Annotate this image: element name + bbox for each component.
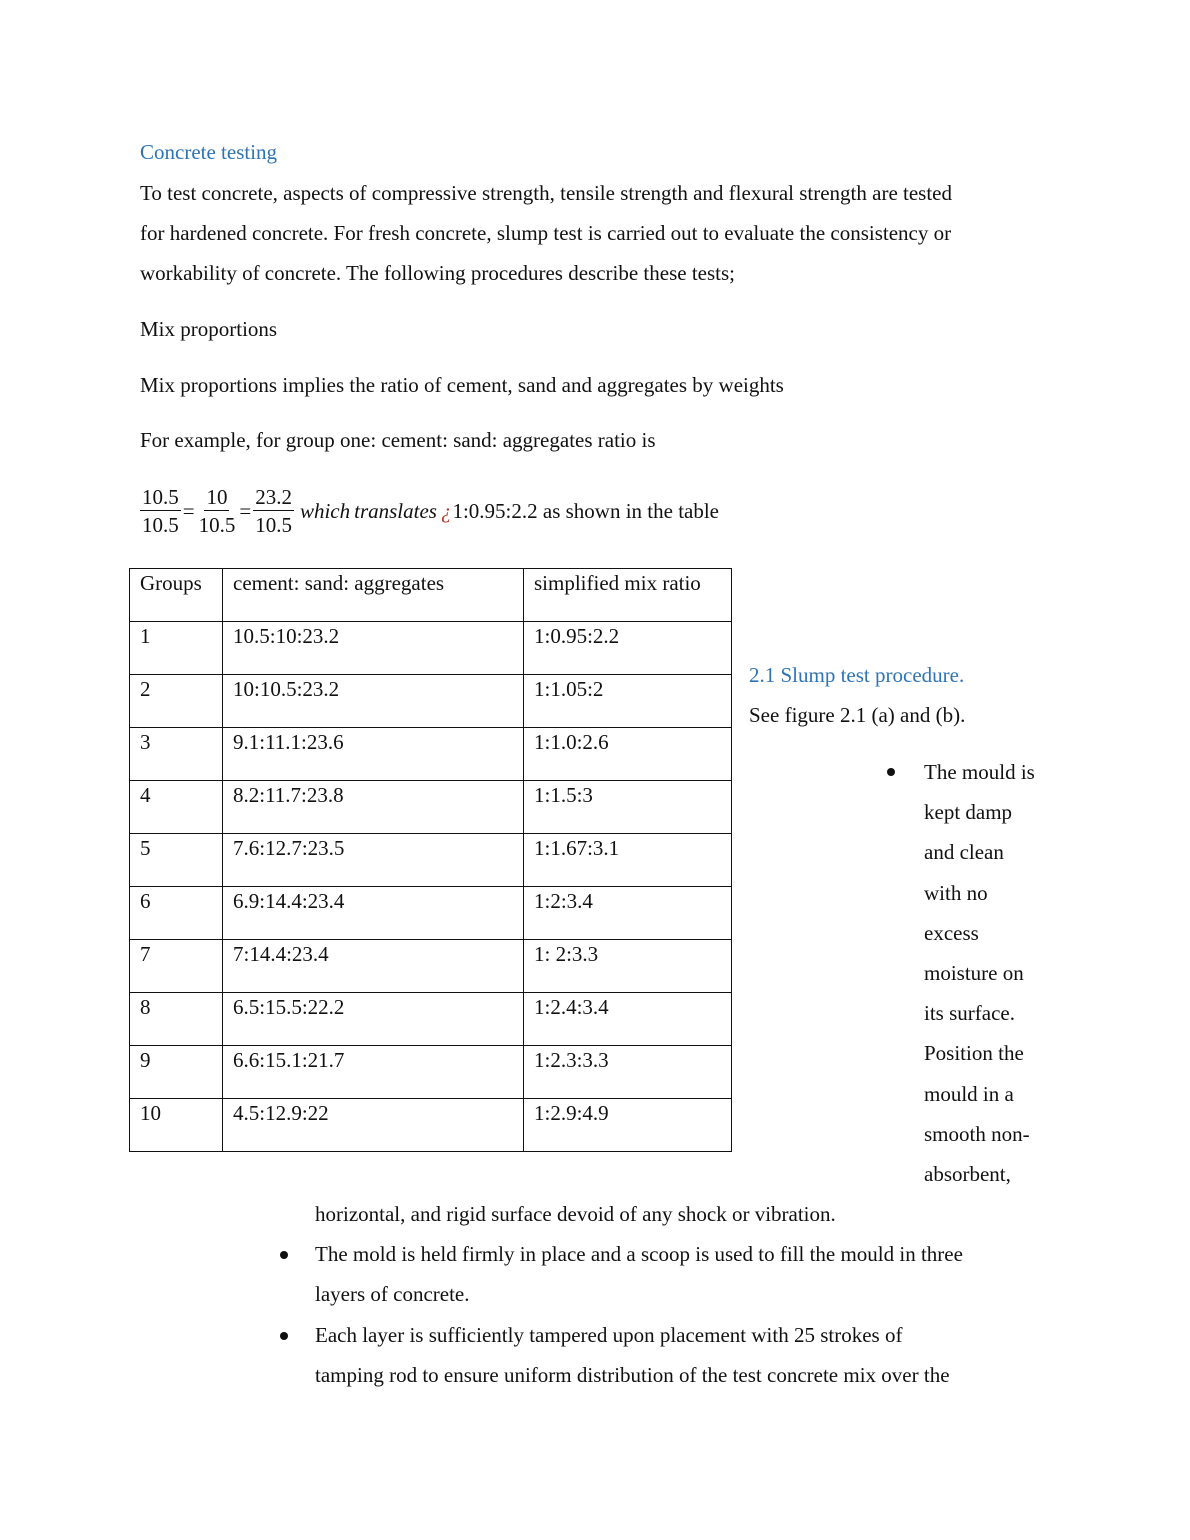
formula-word-which: which xyxy=(299,498,351,523)
see-figure-text: See figure 2.1 (a) and (b). xyxy=(749,703,966,727)
table-cell: 7 xyxy=(130,940,223,993)
bullet-1-line: absorbent, xyxy=(924,1162,1011,1187)
mix-definition: Mix proportions implies the ratio of cement, sand and aggregates by weights xyxy=(140,373,784,397)
table-cell: 9 xyxy=(130,1046,223,1099)
intro-line-2: for hardened concrete. For fresh concrete, slump test is carried out to evaluate the consistency or xyxy=(140,221,952,245)
table-cell: 5 xyxy=(130,834,223,887)
fraction-1-numerator: 10.5 xyxy=(142,484,179,509)
bullet-1-line: smooth non- xyxy=(924,1121,1030,1146)
bullet-1-line: and clean xyxy=(924,840,1004,865)
table-cell: 1:1.05:2 xyxy=(524,675,732,728)
table-header-cell: cement: sand: aggregates xyxy=(223,569,524,622)
table-cell: 10:10.5:23.2 xyxy=(223,675,524,728)
fraction-3-denominator: 10.5 xyxy=(255,512,292,537)
table-row xyxy=(130,993,732,1046)
table-row xyxy=(130,675,732,728)
formula-word-translates: translates xyxy=(354,498,437,523)
section-heading-concrete-testing: Concrete testing xyxy=(140,140,278,164)
bullet-1-line: kept damp xyxy=(924,800,1013,825)
table-row xyxy=(130,1046,732,1099)
table-cell: 6.5:15.5:22.2 xyxy=(223,993,524,1046)
table-cell: 6 xyxy=(130,887,223,940)
equals-sign: = xyxy=(182,498,195,523)
table-cell: 7.6:12.7:23.5 xyxy=(223,834,524,887)
inverted-question-mark: ¿ xyxy=(440,498,452,523)
table-cell: 3 xyxy=(130,728,223,781)
table-cell: 1:1.5:3 xyxy=(524,781,732,834)
table-cell: 8.2:11.7:23.8 xyxy=(223,781,524,834)
table-cell: 1:2.3:3.3 xyxy=(524,1046,732,1099)
bullet-1-line: moisture on xyxy=(924,961,1024,986)
intro-line-3: workability of concrete. The following procedures describe these tests; xyxy=(140,261,736,285)
formula-tail: 1:0.95:2.2 as shown in the table xyxy=(452,498,720,523)
table-cell: 9.1:11.1:23.6 xyxy=(223,728,524,781)
table-cell: 1:2.9:4.9 xyxy=(524,1099,732,1152)
slump-test-heading: 2.1 Slump test procedure. xyxy=(749,663,965,687)
fraction-2-numerator: 10 xyxy=(206,484,228,509)
bullet-1-line: The mould is xyxy=(924,760,1035,784)
table-cell: 7:14.4:23.4 xyxy=(223,940,524,993)
table-cell: 1:0.95:2.2 xyxy=(524,622,732,675)
fraction-3 xyxy=(253,484,294,539)
mix-proportions-heading: Mix proportions xyxy=(140,317,278,341)
example-intro: For example, for group one: cement: sand: aggregates ratio is xyxy=(140,428,656,452)
table-cell: 8 xyxy=(130,993,223,1046)
table-row xyxy=(130,887,732,940)
fraction-1 xyxy=(140,484,181,539)
table-row xyxy=(130,940,732,993)
bullet-icon xyxy=(280,1332,288,1340)
fraction-1-denominator: 10.5 xyxy=(142,512,179,537)
table-row xyxy=(130,1099,732,1152)
bullet-1-line: Position the xyxy=(924,1041,1024,1066)
table-cell: 10 xyxy=(130,1099,223,1152)
bullet-1-line: its surface. xyxy=(924,1001,1015,1026)
table-cell: 10.5:10:23.2 xyxy=(223,622,524,675)
fraction-3-numerator: 23.2 xyxy=(255,484,292,509)
equals-sign: = xyxy=(239,498,252,523)
table-cell: 1 xyxy=(130,622,223,675)
table-cell: 1:2:3.4 xyxy=(524,887,732,940)
bullet-1-line: excess xyxy=(924,920,979,945)
bullet-3-line: Each layer is sufficiently tampered upon placement with 25 strokes of xyxy=(315,1323,903,1347)
table-cell: 1: 2:3.3 xyxy=(524,940,732,993)
bullet-1-text xyxy=(924,752,1059,1194)
ratio-formula xyxy=(140,483,719,539)
intro-line-1: To test concrete, aspects of compressive strength, tensile strength and flexural strength are tested xyxy=(140,181,953,205)
table-cell: 6.6:15.1:21.7 xyxy=(223,1046,524,1099)
table-cell: 2 xyxy=(130,675,223,728)
bullet-icon xyxy=(280,1251,288,1259)
table-cell: 4.5:12.9:22 xyxy=(223,1099,524,1152)
table-header-row xyxy=(130,569,732,622)
table-cell: 1:2.4:3.4 xyxy=(524,993,732,1046)
table-cell: 1:1.67:3.1 xyxy=(524,834,732,887)
table-row xyxy=(130,728,732,781)
bullet-1-continuation: horizontal, and rigid surface devoid of any shock or vibration. xyxy=(315,1202,836,1226)
table-row xyxy=(130,622,732,675)
bullet-3-line: tamping rod to ensure uniform distribution of the test concrete mix over the xyxy=(315,1363,950,1387)
bullet-1-line: mould in a xyxy=(924,1081,1014,1106)
fraction-2-denominator: 10.5 xyxy=(198,512,236,537)
table-cell: 4 xyxy=(130,781,223,834)
table-cell: 1:1.0:2.6 xyxy=(524,728,732,781)
table-row xyxy=(130,834,732,887)
bullet-1-line: with no xyxy=(924,880,988,905)
table-header-cell: simplified mix ratio xyxy=(524,569,732,622)
table-header-cell: Groups xyxy=(130,569,223,622)
table-cell: 6.9:14.4:23.4 xyxy=(223,887,524,940)
bullet-2-line: layers of concrete. xyxy=(315,1282,470,1306)
bullet-2-line: The mold is held firmly in place and a scoop is used to fill the mould in three xyxy=(315,1242,963,1266)
bullet-icon xyxy=(887,768,895,776)
fraction-2 xyxy=(197,484,238,539)
mix-ratio-table xyxy=(129,568,732,1152)
table-row xyxy=(130,781,732,834)
